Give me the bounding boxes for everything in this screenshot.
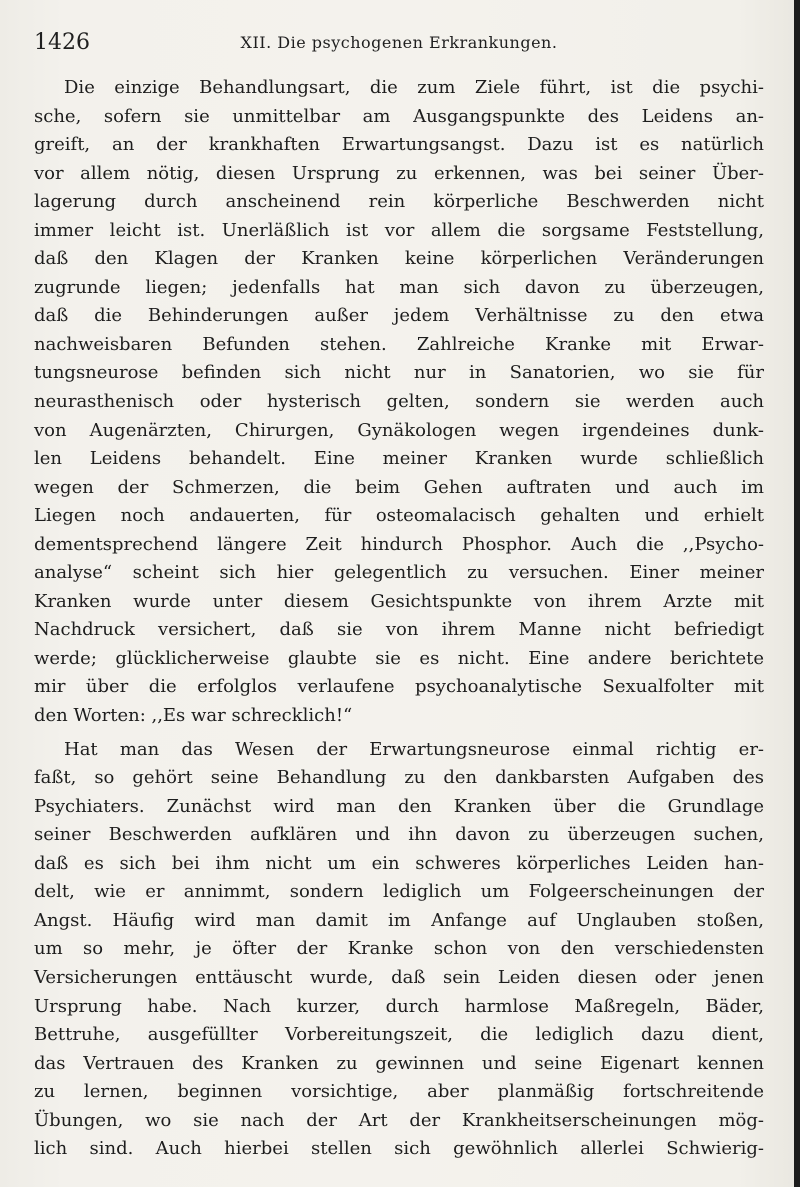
text-line: len Leidens behandelt. Eine meiner Kranken wurde schließlich <box>34 448 764 470</box>
text-line: wegen der Schmerzen, die beim Gehen auftraten und auch im <box>34 476 764 498</box>
text-line: vor allem nötig, diesen Ursprung zu erkennen, was bei seiner Über- <box>34 162 764 184</box>
text-line: von Augenärzten, Chirurgen, Gynäkologen wegen irgendeines dunk- <box>34 419 764 441</box>
text-line: nachweisbaren Befunden stehen. Zahlreiche Kranke mit Erwar- <box>34 333 764 355</box>
book-spine-edge <box>794 0 800 1187</box>
text-line: analyse“ scheint sich hier gelegentlich zu versuchen. Einer meiner <box>34 562 764 584</box>
text-line: Psychiaters. Zunächst wird man den Kranken über die Grundlage <box>34 795 764 817</box>
text-line: daß den Klagen der Kranken keine körperlichen Veränderungen <box>34 248 764 270</box>
text-line: mir über die erfolglos verlaufene psychoanalytische Sexualfolter mit <box>34 676 764 698</box>
text-line: Hat man das Wesen der Erwartungsneurose einmal richtig er- <box>64 738 764 760</box>
text-line: faßt, so gehört seine Behandlung zu den dankbarsten Aufgaben des <box>34 767 764 789</box>
page-header <box>34 30 764 58</box>
text-line: Nachdruck versichert, daß sie von ihrem Manne nicht befriedigt <box>34 619 764 641</box>
text-line: daß es sich bei ihm nicht um ein schweres körperliches Leiden han- <box>34 852 764 874</box>
text-line: Angst. Häufig wird man damit im Anfange auf Unglauben stoßen, <box>34 909 764 931</box>
body-text <box>34 74 764 1164</box>
text-line: delt, wie er annimmt, sondern lediglich um Folgeerscheinungen der <box>34 881 764 903</box>
text-line: Liegen noch andauerten, für osteomalacisch gehalten und erhielt <box>34 505 764 527</box>
text-line: Kranken wurde unter diesem Gesichtspunkte von ihrem Arzte mit <box>34 590 764 612</box>
paragraph <box>34 74 764 731</box>
text-line: lagerung durch anscheinend rein körperliche Beschwerden nicht <box>34 191 764 213</box>
text-line: seiner Beschwerden aufklären und ihn davon zu überzeugen suchen, <box>34 824 764 846</box>
text-line: Die einzige Behandlungsart, die zum Ziele führt, ist die psychi- <box>64 77 764 98</box>
text-line: lich sind. Auch hierbei stellen sich gewöhnlich allerlei Schwierig- <box>34 1138 764 1160</box>
text-line: Übungen, wo sie nach der Art der Krankheitserscheinungen mög- <box>34 1109 764 1131</box>
text-line: den Worten: ,,Es war schrecklich!“ <box>34 705 353 727</box>
text-line: tungsneurose befinden sich nicht nur in Sanatorien, wo sie für <box>34 362 764 384</box>
text-line: greift, an der krankhaften Erwartungsangst. Dazu ist es natürlich <box>34 134 764 156</box>
text-line: werde; glücklicherweise glaubte sie es nicht. Eine andere berichtete <box>34 647 764 669</box>
text-line: neurasthenisch oder hysterisch gelten, sondern sie werden auch <box>34 391 764 413</box>
text-line: daß die Behinderungen außer jedem Verhältnisse zu den etwa <box>34 305 764 327</box>
paragraph <box>34 736 764 1164</box>
text-line: zugrunde liegen; jedenfalls hat man sich davon zu überzeugen, <box>34 276 764 298</box>
text-line: immer leicht ist. Unerläßlich ist vor allem die sorgsame Feststellung, <box>34 219 764 241</box>
text-line: Ursprung habe. Nach kurzer, durch harmlose Maßregeln, Bäder, <box>34 995 764 1017</box>
text-line: zu lernen, beginnen vorsichtige, aber planmäßig fortschreitende <box>34 1081 764 1103</box>
page-number: 1426 <box>34 30 90 55</box>
text-line: Bettruhe, ausgefüllter Vorbereitungszeit, die lediglich dazu dient, <box>34 1024 764 1046</box>
running-title: XII. Die psychogenen Erkrankungen. <box>240 33 558 52</box>
text-line: das Vertrauen des Kranken zu gewinnen und seine Eigenart kennen <box>34 1052 764 1074</box>
text-line: sche, sofern sie unmittelbar am Ausgangspunkte des Leidens an- <box>34 105 764 127</box>
text-line: dementsprechend längere Zeit hindurch Phosphor. Auch die ,,Psycho- <box>34 533 764 555</box>
text-line: Versicherungen enttäuscht wurde, daß sein Leiden diesen oder jenen <box>34 966 764 988</box>
text-line: um so mehr, je öfter der Kranke schon von den verschiedensten <box>34 938 764 960</box>
